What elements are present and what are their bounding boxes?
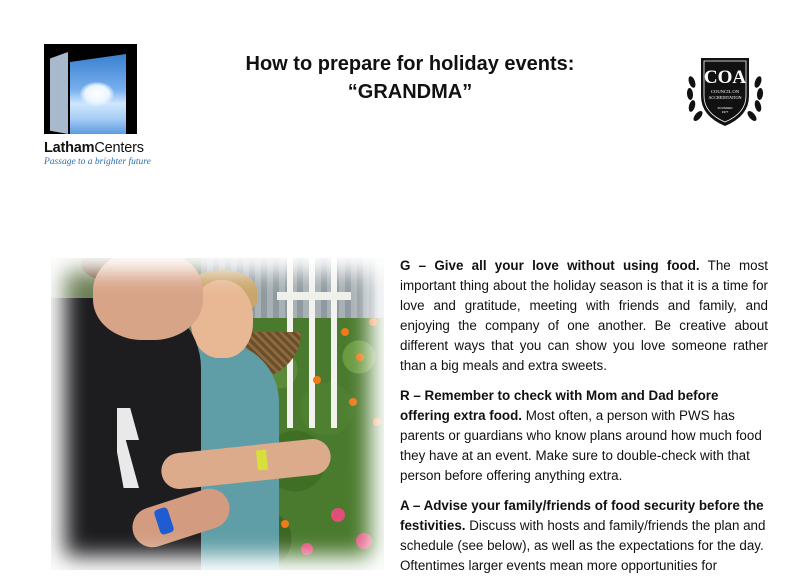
seal-line-2: ACCREDITATION: [708, 95, 742, 100]
section-a: [400, 496, 768, 576]
coa-seal-icon: [684, 52, 766, 130]
section-a-lead: A – Advise your family/friends of food security before the festivities.: [400, 498, 764, 533]
section-r: [400, 386, 768, 486]
gardening-photo: [51, 258, 384, 570]
section-r-text: Most often, a person with PWS has parents or guardians who know plans around how much food they have at an event. Make sure to double-check with that person before offering anything extra.: [400, 408, 762, 483]
brand-name: [44, 140, 144, 156]
section-a-text: Discuss with hosts and family/friends the plan and schedule (see below), as well as the expectations for the day. Oftentimes larger events mean more opportunities for: [400, 518, 766, 573]
seal-line-1: COUNCIL ON: [710, 89, 740, 94]
title-line-2: “GRANDMA”: [347, 81, 473, 103]
section-r-lead: R – Remember to check with Mom and Dad before offering extra food.: [400, 388, 719, 423]
latham-centers-logo: [44, 44, 151, 167]
brand-tagline: Passage to a brighter future: [44, 157, 151, 167]
seal-abbreviation: COA: [703, 67, 747, 88]
brand-name-regular: Centers: [94, 140, 144, 156]
seal-year: 1977: [721, 110, 729, 114]
page-title: [200, 50, 620, 106]
section-g-lead: G – Give all your love without using food.: [400, 258, 700, 273]
title-line-1: How to prepare for holiday events:: [245, 53, 575, 75]
grandma-sections: [400, 256, 768, 586]
window-logo-icon: [44, 44, 137, 134]
seal-founded: FOUNDED: [717, 106, 733, 110]
section-g-text: The most important thing about the holiday season is that it is a time for love and gratitude, meeting with friends and family, and enjoying the company of one another. Be creative about different ways that you can show you love someone rather than a big meals and extra sweets.: [400, 258, 768, 373]
section-g: [400, 256, 768, 376]
brand-name-bold: Latham: [44, 140, 95, 156]
